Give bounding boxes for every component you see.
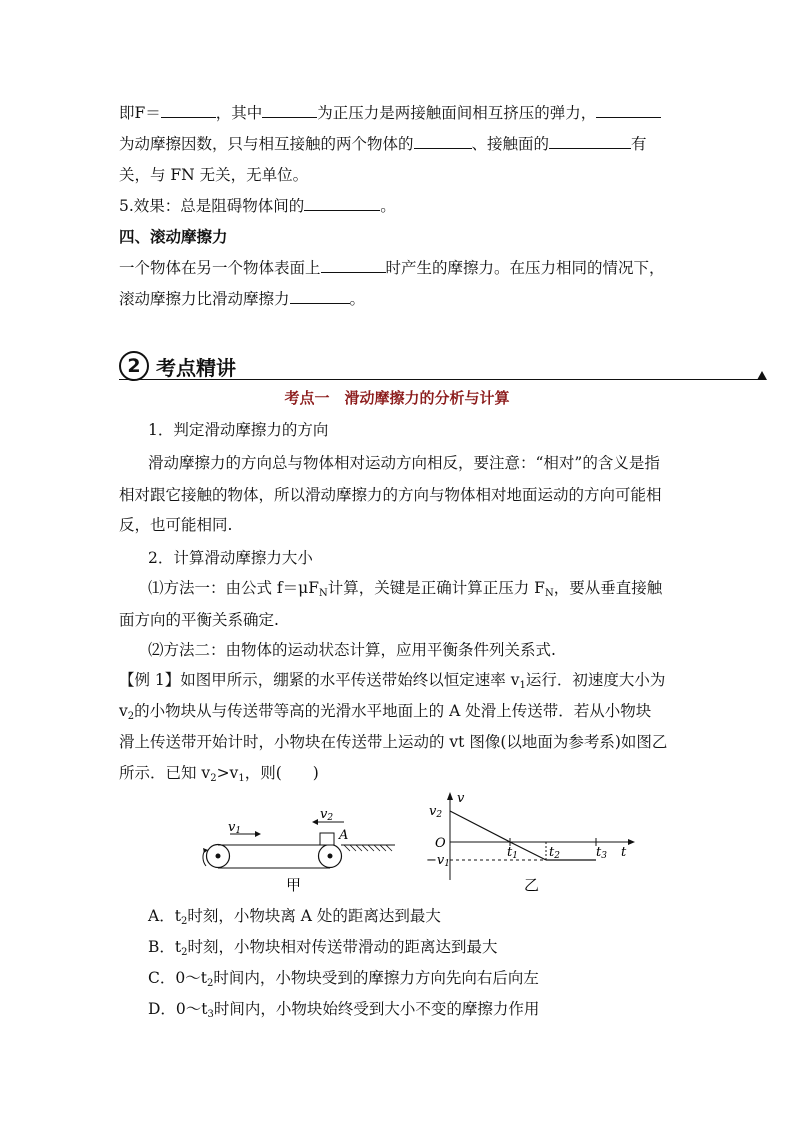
text-line — [148, 578, 662, 604]
option-c[interactable] — [148, 968, 539, 994]
section-title: 考点精讲 — [156, 356, 236, 380]
text: 运行．初速度大小为 — [525, 671, 666, 689]
text: 有 — [631, 135, 647, 153]
text-line: 滑上传送带开始计时，小物块在传送带上运动的 vt 图像(以地面为参考系)如图乙 — [119, 733, 668, 751]
triangle-icon — [757, 371, 767, 380]
text-line: 关，与 FN 无关，无单位。 — [119, 166, 309, 184]
text: 时刻，小物块离 A 处的距离达到最大 — [187, 907, 441, 925]
text-line — [119, 763, 319, 789]
text: 。 — [380, 197, 396, 215]
text-line: 滑动摩擦力的方向总与物体相对运动方向相反，要注意：“相对”的含义是指 — [148, 454, 660, 472]
text: 时刻，小物块相对传送带滑动的距离达到最大 — [187, 938, 498, 956]
blank[interactable] — [414, 134, 472, 149]
figure — [190, 790, 640, 895]
v2-label: v2 — [320, 807, 334, 823]
tick-neg-v1: −v1 — [426, 853, 450, 869]
subscript: 1 — [238, 773, 245, 784]
text-line — [119, 103, 661, 123]
text: 即F＝ — [119, 104, 161, 122]
text: 所示．已知 v — [119, 764, 211, 782]
ground-hatch — [344, 845, 392, 851]
text: 、接触面的 — [471, 135, 550, 153]
option-d[interactable] — [148, 999, 539, 1025]
conveyor-diagram — [203, 807, 395, 894]
subscript: N — [319, 588, 328, 599]
figure-yi-label: 乙 — [524, 876, 540, 894]
blank[interactable] — [304, 196, 380, 211]
text-line: 1．判定滑动摩擦力的方向 — [148, 421, 329, 439]
text-line: 相对跟它接触的物体，所以滑动摩擦力的方向与物体相对地面运动的方向可能相 — [119, 486, 662, 504]
text: 为动摩擦因数，只与相互接触的两个物体的 — [119, 135, 414, 153]
text: v — [119, 702, 128, 720]
subscript: 2 — [206, 978, 214, 989]
origin-label: O — [435, 836, 446, 851]
blank[interactable] — [161, 103, 216, 118]
text-line — [119, 701, 651, 727]
text: >v — [216, 764, 239, 782]
text-line — [119, 289, 365, 309]
text-line: 2．计算滑动摩擦力大小 — [148, 549, 313, 567]
text: 。 — [349, 290, 366, 308]
text: ，则( ) — [244, 764, 319, 782]
blank[interactable] — [290, 289, 350, 304]
text: C．0～t — [148, 969, 207, 987]
text-line — [119, 134, 647, 154]
blank[interactable] — [549, 134, 631, 149]
text: 时间内，小物块始终受到大小不变的摩擦力作用 — [213, 1000, 540, 1018]
tick-t3: t3 — [596, 845, 607, 861]
v1-label: v1 — [228, 820, 242, 836]
subscript: 2 — [181, 947, 188, 958]
tick-t2: t2 — [549, 845, 560, 861]
blank[interactable] — [321, 258, 386, 273]
text: A．t — [148, 907, 181, 925]
subscript: 2 — [210, 773, 217, 784]
text-line: ⑵方法二：由物体的运动状态计算，应用平衡条件列关系式. — [148, 641, 556, 659]
block — [320, 833, 334, 845]
text: ⑴方法一：由公式 f＝μF — [148, 579, 319, 597]
blank[interactable] — [262, 103, 317, 118]
option-a[interactable] — [148, 906, 441, 932]
text: 为正压力是两接触面间相互挤压的弹力， — [317, 104, 597, 122]
vt-graph — [426, 791, 635, 894]
text: 【例 1】如图甲所示，绷紧的水平传送带始终以恒定速率 v — [119, 671, 520, 689]
subscript: 3 — [207, 1009, 214, 1020]
point-a-label: A — [339, 828, 349, 843]
text: 5.效果：总是阻碍物体间的 — [119, 197, 305, 215]
text: 的小物块从与传送带等高的光滑水平地面上的 A 处滑上传送带．若从小物块 — [134, 702, 652, 720]
blank[interactable] — [596, 103, 661, 118]
tick-t1: t1 — [507, 845, 518, 861]
text: B．t — [148, 938, 182, 956]
subscript: N — [544, 588, 554, 599]
text: 时产生的摩擦力。在压力相同的情况下， — [385, 259, 665, 277]
text: 滚动摩擦力比滑动摩擦力 — [119, 290, 290, 308]
text-line: 面方向的平衡关系确定. — [119, 611, 279, 629]
text: D．0～t — [148, 1000, 208, 1018]
tick-v2: v2 — [429, 804, 443, 820]
axis-t-label: t — [621, 845, 627, 860]
text: 计算，关键是正确计算正压力 F — [327, 579, 545, 597]
subscript: 1 — [519, 680, 526, 691]
section-header — [119, 351, 767, 381]
subscript: 2 — [127, 711, 135, 722]
text: 一个物体在另一个物体表面上 — [119, 259, 321, 277]
text: 时间内，小物块受到的摩擦力方向先向右后向左 — [213, 969, 539, 987]
figure-jia-label: 甲 — [286, 876, 302, 894]
option-b[interactable] — [148, 937, 498, 963]
text-line: 反，也可能相同. — [119, 516, 233, 534]
text-line — [119, 258, 665, 278]
section-heading: 四、滚动摩擦力 — [119, 228, 228, 246]
divider — [119, 379, 759, 380]
text-line — [119, 196, 396, 216]
section-number: 2 — [119, 351, 149, 381]
text: ，要从垂直接触 — [553, 579, 663, 597]
subscript: 2 — [180, 916, 188, 927]
text-line — [119, 670, 665, 696]
text: ，其中 — [215, 104, 263, 122]
axis-v-label: v — [457, 791, 465, 806]
topic-title: 考点一 滑动摩擦力的分析与计算 — [284, 389, 510, 407]
